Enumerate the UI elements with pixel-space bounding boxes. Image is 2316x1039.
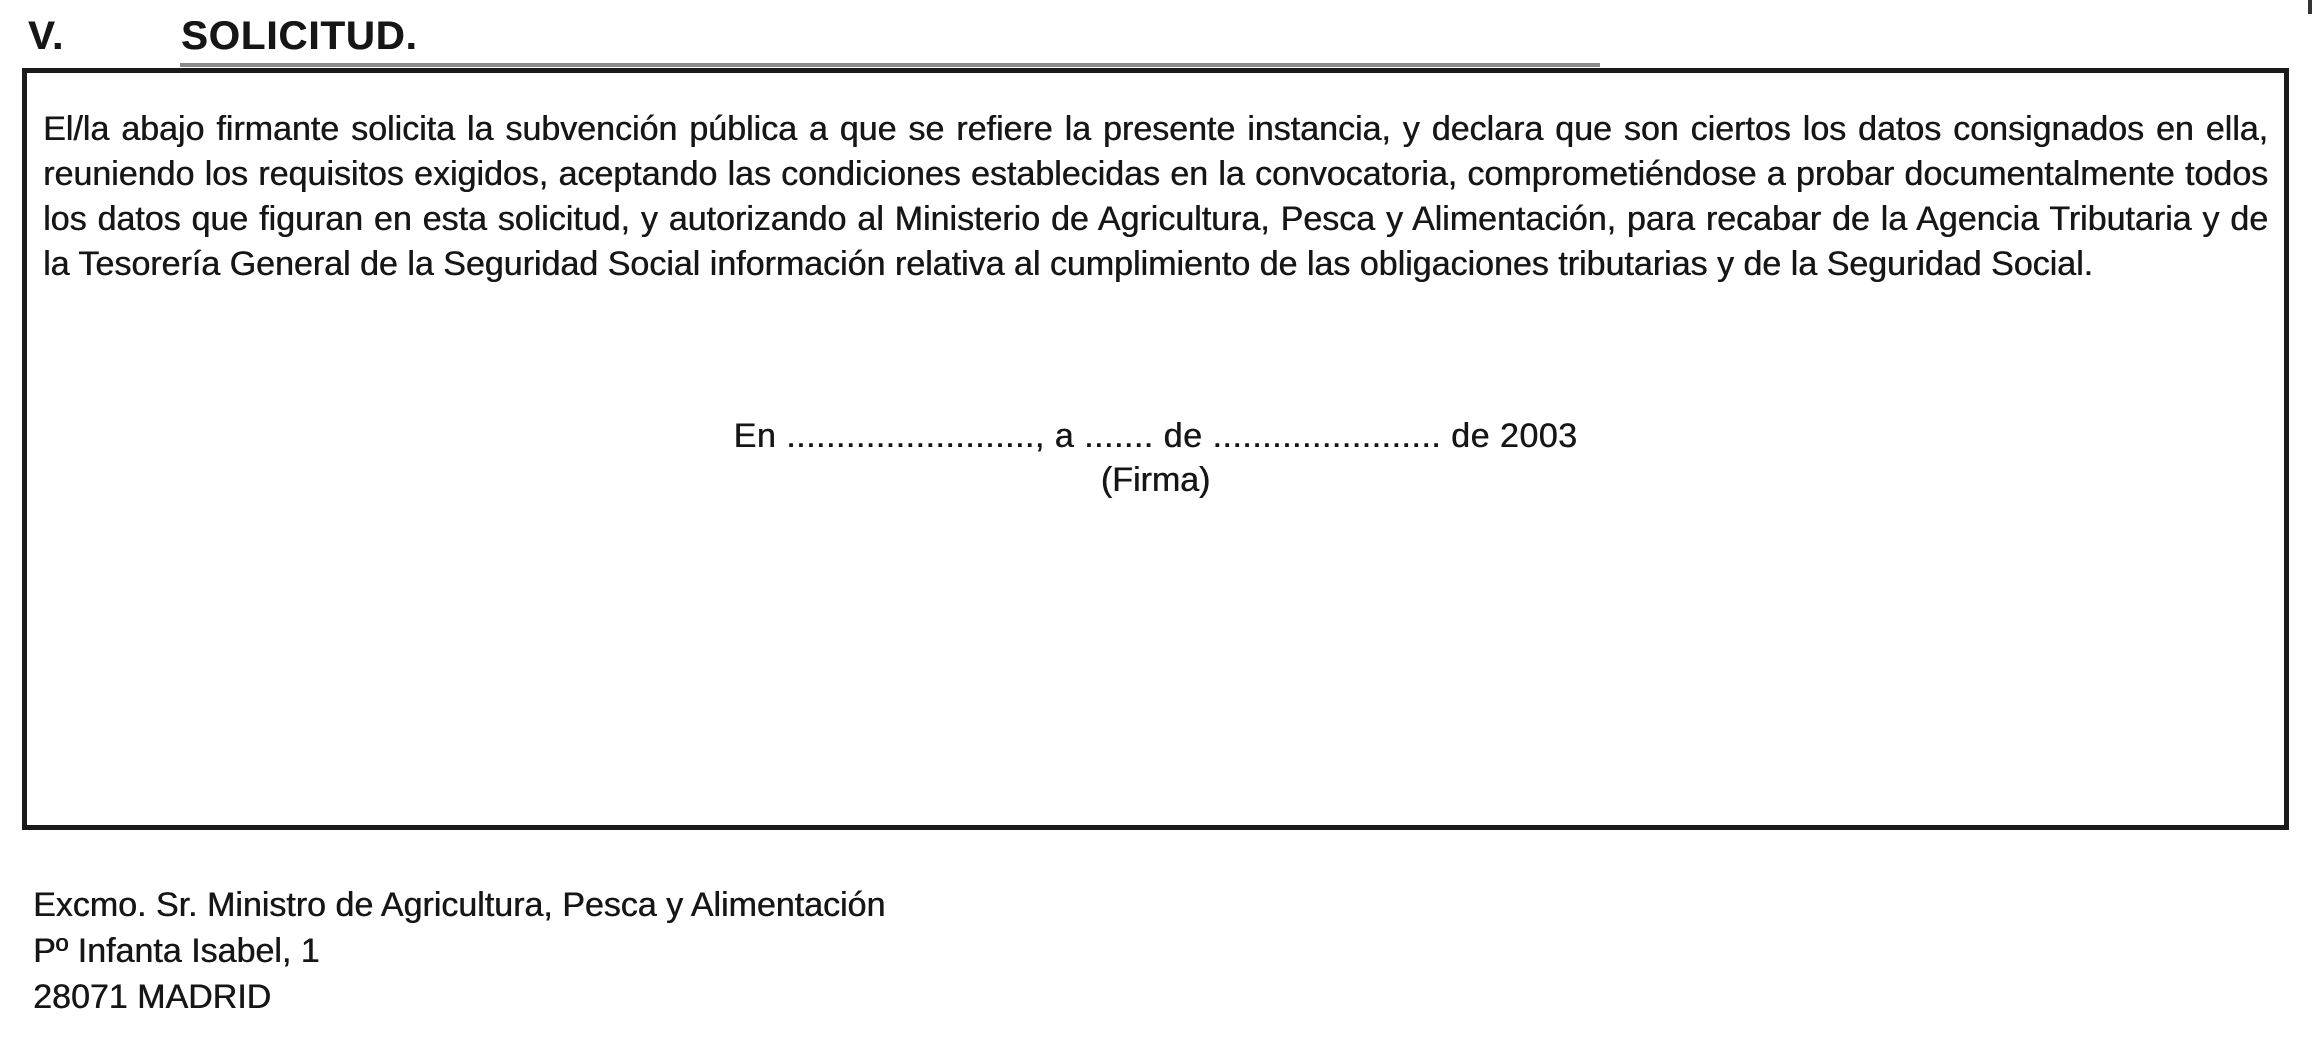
declaration-text: El/la abajo firmante solicita la subvención pública a que se refiere la presente instancia, y declara que son ciertos los datos consignados en ella, reuniendo los requisitos exigidos, aceptando las condiciones establecidas en la convocatoria, comprometiéndose a probar documentalmente todos los datos que figuran en esta solicitud, y autorizando al Ministerio de Agricultura, Pesca y Alimentación, para recabar de la Agencia Tributaria y de la Tesorería General de la Seguridad Social información relativa al cumplimiento de las obligaciones tributarias y de la Seguridad Social. (43, 110, 2268, 283)
addressee-line-city: 28071 MADRID (33, 978, 272, 1016)
signature-label: (Firma) (1100, 461, 1211, 499)
date-fill-in-line: En ........................., a ....... de ....................... de 2003 (733, 417, 1578, 455)
addressee-line-ministry: Excmo. Sr. Ministro de Agricultura, Pesca y Alimentación (33, 886, 886, 924)
section-number: V. (28, 14, 65, 58)
addressee-block (33, 882, 885, 1020)
addressee-line-street: Pº Infanta Isabel, 1 (33, 932, 320, 970)
scan-noise-line (180, 63, 1600, 67)
scan-corner-artifact (2308, 0, 2312, 14)
declaration-box (22, 68, 2289, 830)
section-title: SOLICITUD. (181, 14, 418, 58)
